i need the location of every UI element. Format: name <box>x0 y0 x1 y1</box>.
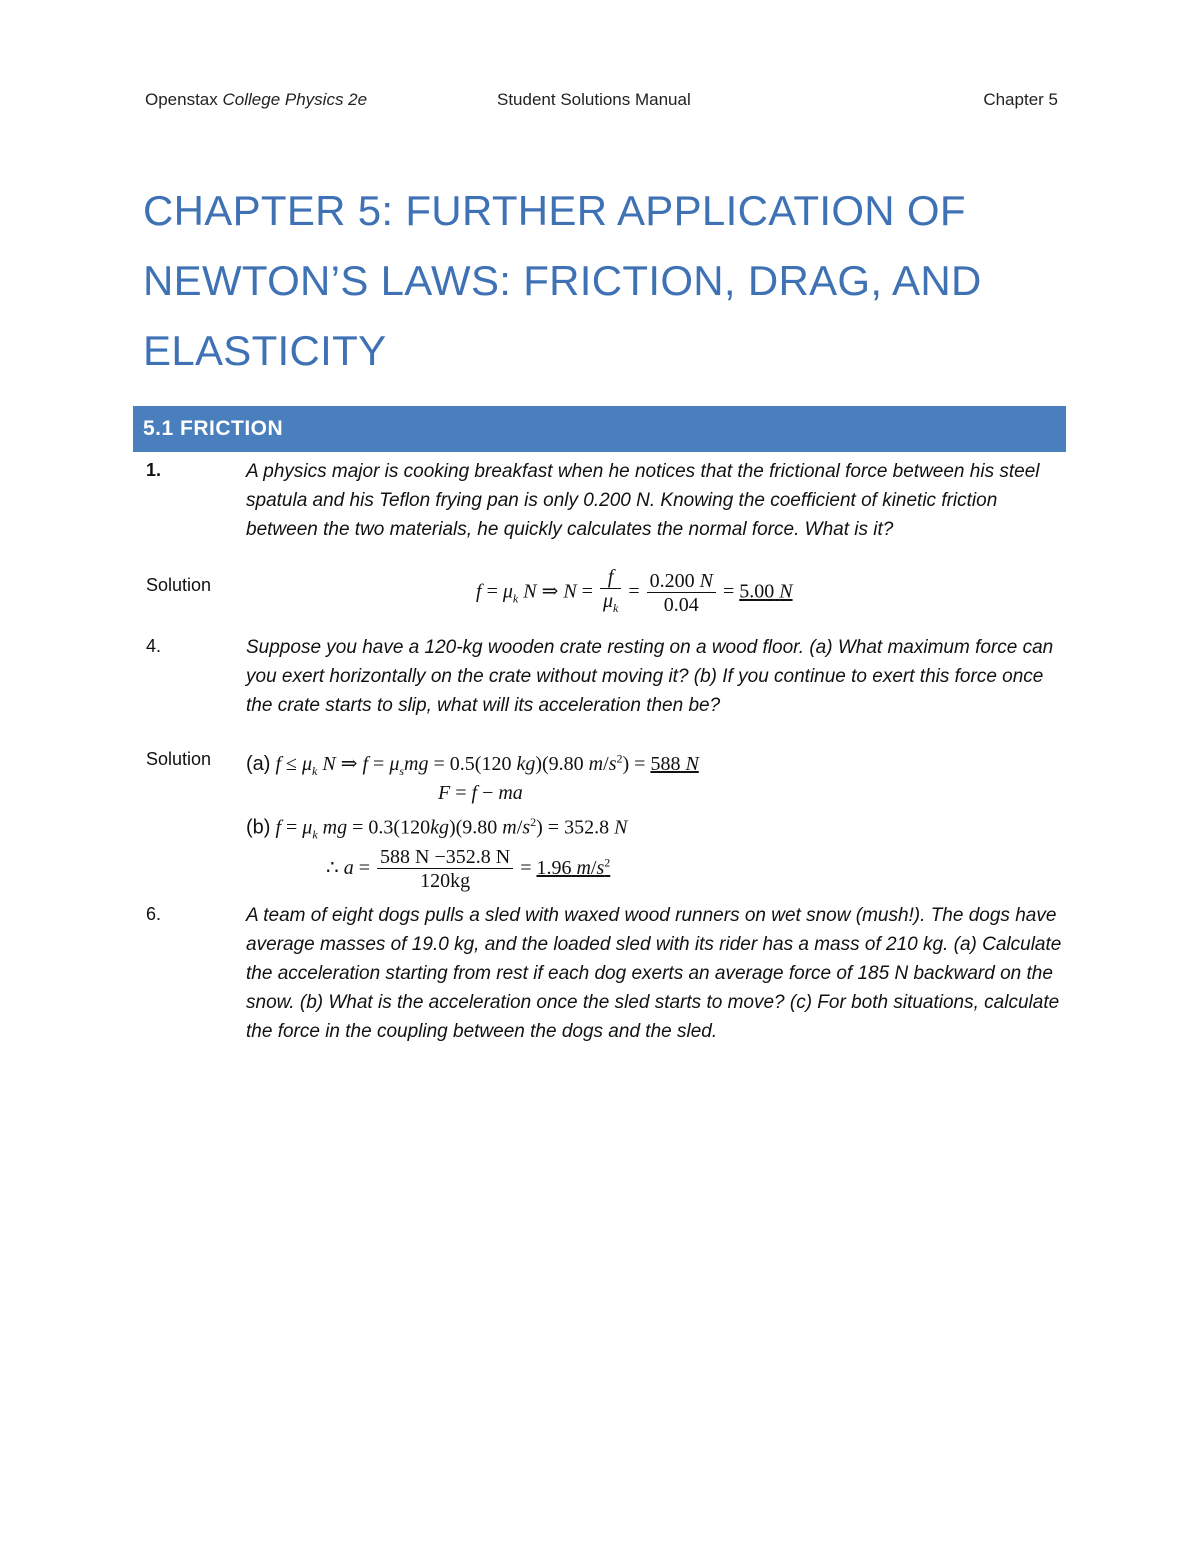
problem-text: A team of eight dogs pulls a sled with waxed wood runners on wet snow (mush!). The dogs have average masses of 19.0 kg, and the loaded sled with its rider has a mass of 210 kg. (a) Calculate the acceleration starting from rest if each dog exerts an average force of 185 N backward on the snow. (b) What is the acceleration once the sled starts to move? (c) For both situations, calculate the force in the coupling between the dogs and the sled. <box>246 905 1062 1042</box>
chapter-title: CHAPTER 5: FURTHER APPLICATION OF NEWTON’S LAWS: FRICTION, DRAG, AND ELASTICITY <box>143 187 982 374</box>
problem-text: Suppose you have a 120-kg wooden crate resting on a wood floor. (a) What maximum force can you exert horizontally on the crate without moving it? (b) If you continue to exert this force once the crate starts to slip, what will its acceleration then be? <box>246 637 1054 716</box>
problem-number: 6. <box>146 904 162 924</box>
solution-label: Solution <box>146 749 212 769</box>
problem-number: 4. <box>146 636 162 656</box>
solution-equation-4-net-force: F = f − ma <box>438 782 523 804</box>
section-title: 5.1 FRICTION <box>143 417 284 440</box>
header-chapter: Chapter 5 <box>983 90 1058 109</box>
problem-number: 1. <box>146 460 162 480</box>
solution-equation-1: $f = \mu_k$ N ⇒ N = $\frac{f}{\mu_k}$ = $\frac{0.200 N}{0.04}$ = 5.00 N <box>476 566 793 616</box>
header-manual-title: Student Solutions Manual <box>497 90 691 109</box>
section-heading-bar <box>133 406 1066 452</box>
solution-label: Solution <box>146 575 212 595</box>
problem-text: A physics major is cooking breakfast when he notices that the frictional force between his steel spatula and his Teflon frying pan is only 0.200 N. Knowing the coefficient of kinetic friction between the two materials, he quickly calculates the normal force. What is it? <box>246 461 1040 540</box>
solution-equation-4a: (a) $f \le \mu_k$ N ⇒ $f = \mu_smg = 0.5(120$ kg)(9.80 $m/s^2) = 588$ N <box>246 751 699 778</box>
solution-equation-4-acceleration: ∴ a = $\frac{588 N -352.8 N}{120kg}$ = 1.96 $m/s^2$ <box>326 846 611 892</box>
header-book-title: Openstax College Physics 2e <box>145 90 368 109</box>
solution-equation-4b: (b) $f = \mu_k$ mg = 0.3(120kg)(9.80 $m/s^2) = 352.8$ N <box>246 815 628 842</box>
